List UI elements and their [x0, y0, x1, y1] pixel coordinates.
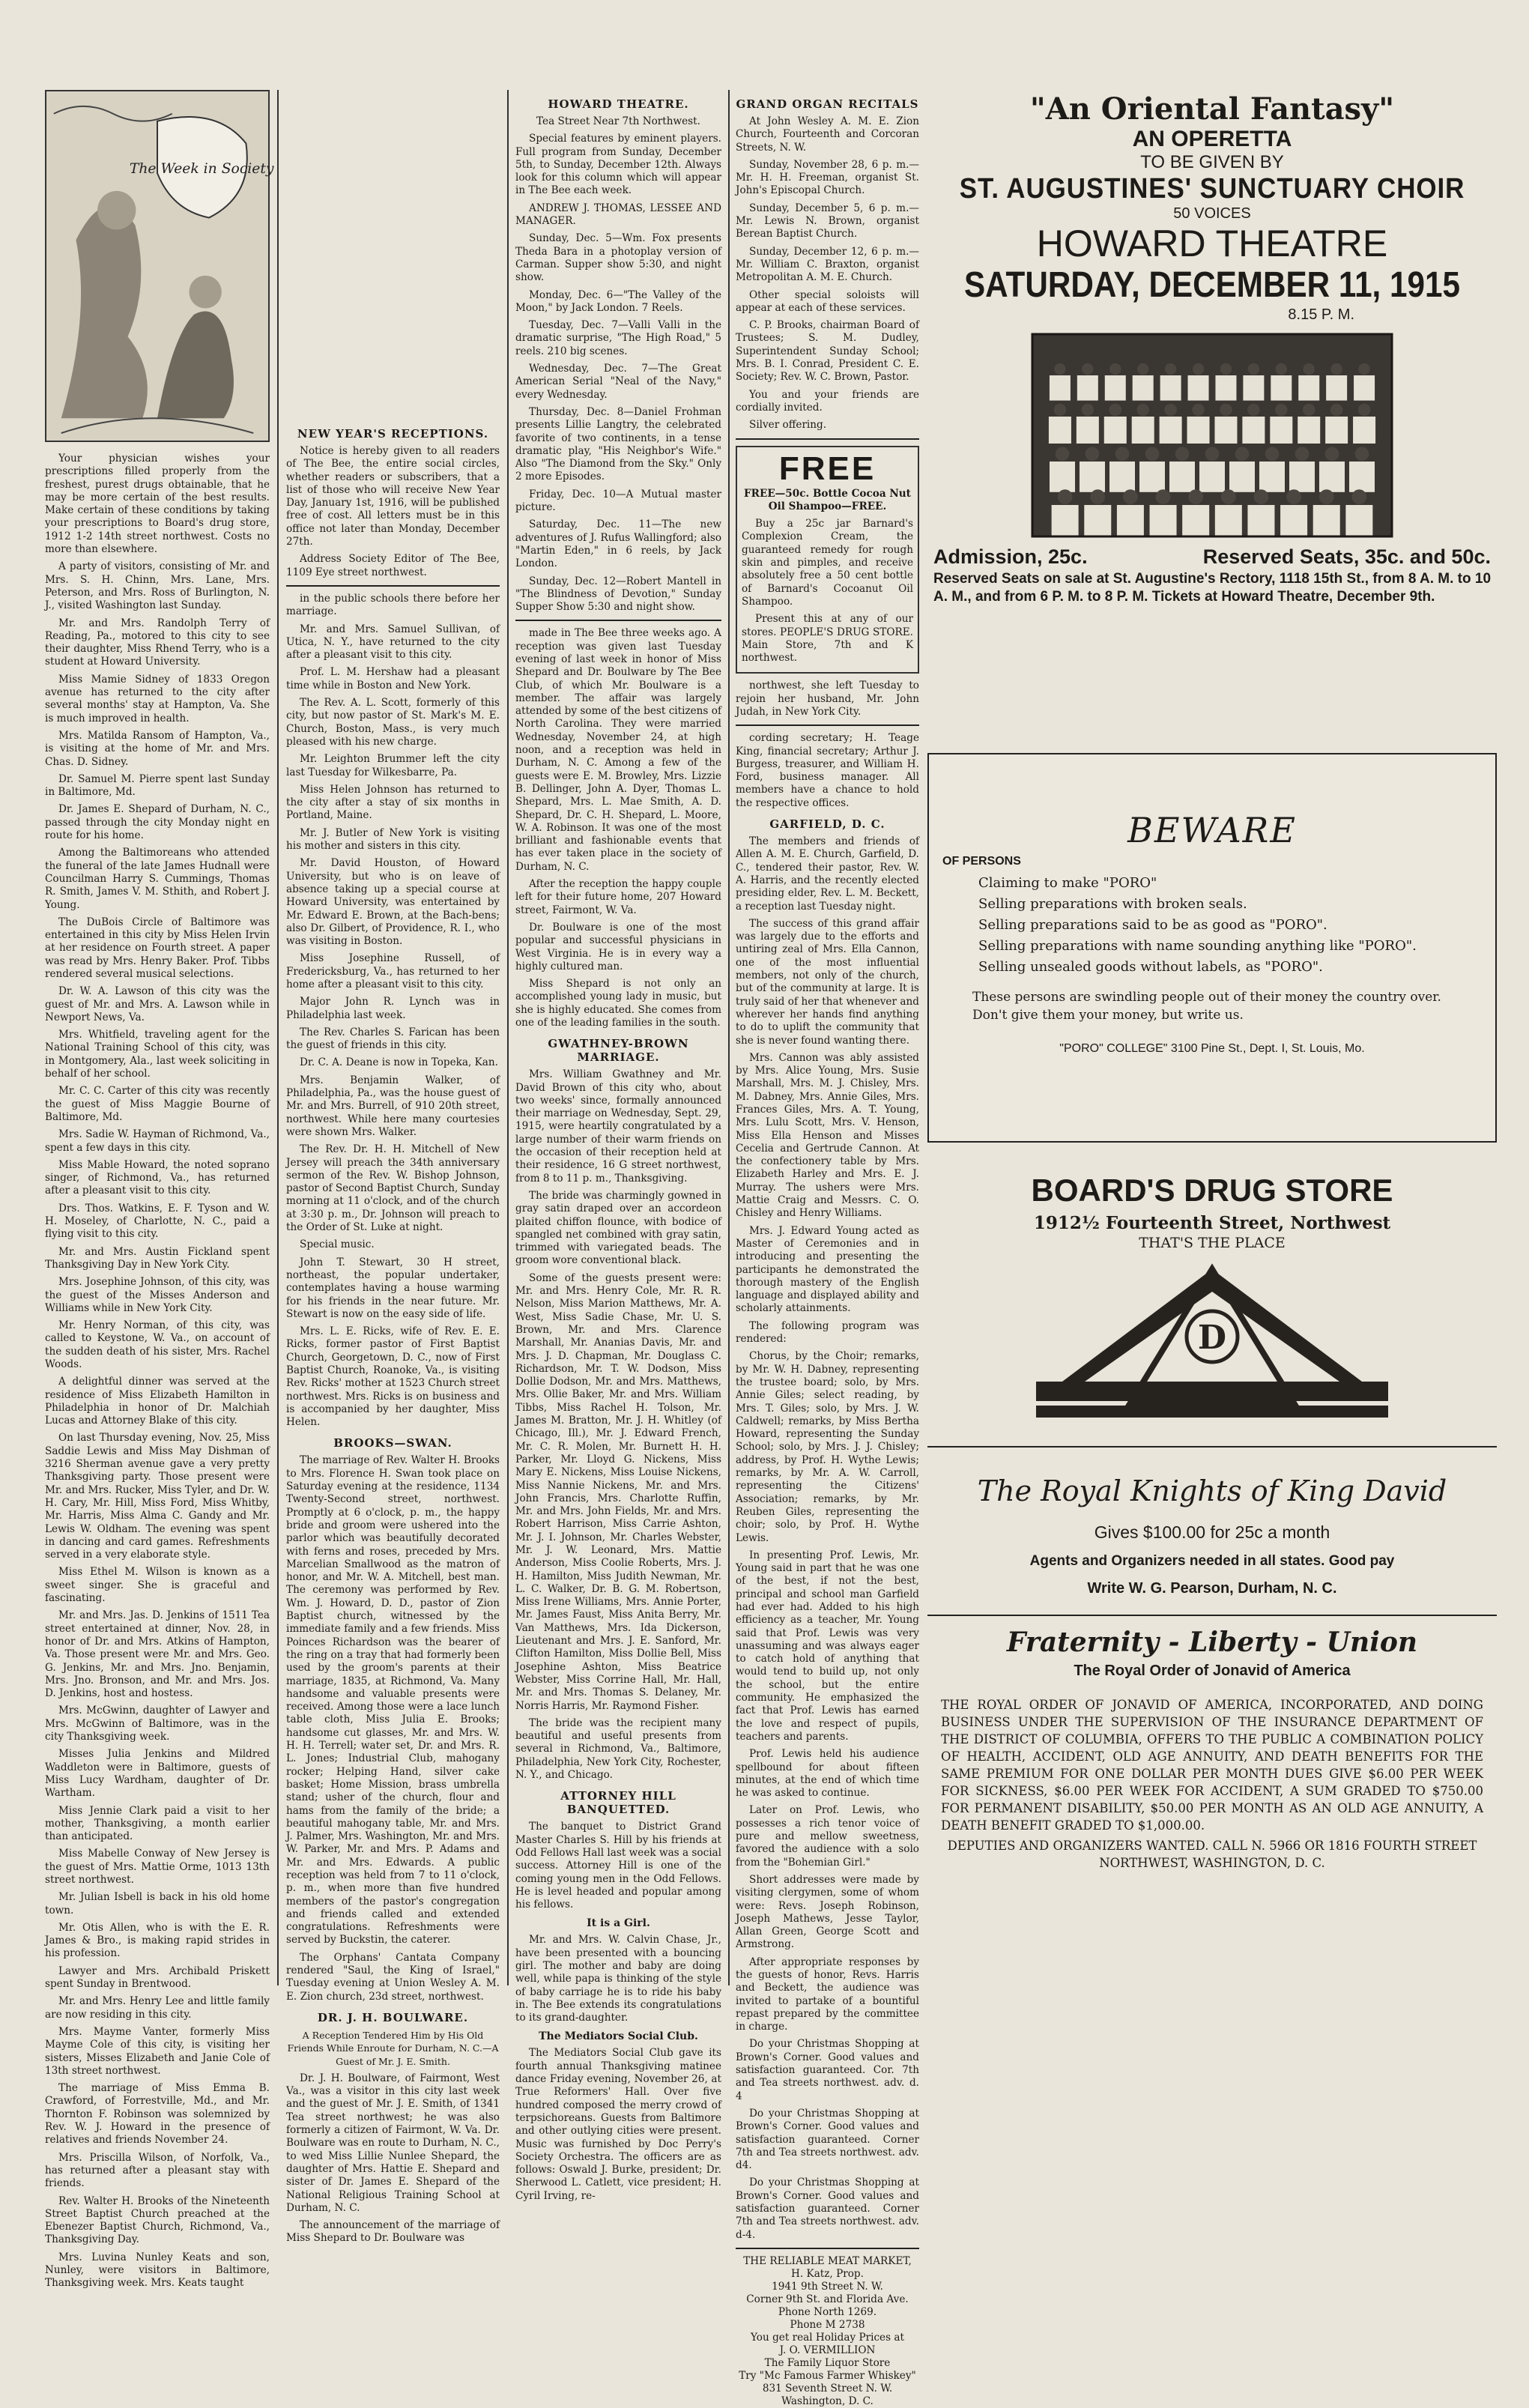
news-paragraph: Mrs. Cannon was ably assisted by Mrs. Alice Young, Mrs. Susie Marshall, Mrs. M. J. Chisley, Mrs. M. Dabney, Mrs. Annie Giles, Mrs. Frances Giles, Mrs. A. T. Young, Mrs. Lulu Scott, Mrs. V. Henson, Miss Ella Henson and Misses Cecelia and Gertrude Cannon. At the confectionery table by Mrs. Elizabeth Harley and Mrs. E. J. Murray. The ushers were Mrs. Mattie Craig and Messrs. C. O. Chisley and Henry Williams. — [736, 1051, 919, 1220]
news-paragraph: Major John R. Lynch was in Philadelphia last week. — [286, 996, 500, 1021]
choir-head — [1188, 489, 1203, 504]
choir-head — [1355, 447, 1369, 461]
news-paragraph: The Rev. Charles S. Farican has been the guest of friends in this city. — [286, 1026, 500, 1052]
news-paragraph: At John Wesley A. M. E. Zion Church, Fourteenth and Corcoran Streets, N. W. — [736, 115, 919, 154]
choir-head — [1220, 363, 1232, 375]
news-paragraph: Chorus, by the Choir; remarks, by Mr. W. H. Dabney, representing the trustee board; solo, by Mrs. Annie Giles; select reading, by Mrs. T. Giles; solo, by Mrs. J. W. Caldwell; remarks, by Miss Bertha Howard, representing the Sunday School; solo, by Mrs. J. J. Chisley; address, by Prof. H. Wythe Lewis; remarks, by Mr. A. W. Carroll, representing the Citizens' Association; remarks, by Mr. Reuben Giles, representing the choir; solo, by Prof. H. Wythe Lewis. — [736, 1350, 919, 1544]
news-paragraph: Dr. Boulware is one of the most popular and successful physicians in West Virginia. He is in every way a highly cultured man. — [515, 921, 721, 972]
news-paragraph: Mr. David Houston, of Howard University, but who is on leave of absence taking up a special course at Howard University, was entertained by Mr. Edward E. Brown, at the Bach-bens; also Dr. Gilbert, of Providence, R. I., who was visiting in Boston. — [286, 857, 500, 948]
drug-store-address: 1912½ Fourteenth Street, Northwest — [1033, 1213, 1391, 1233]
choir-head — [1286, 489, 1301, 504]
news-paragraph: Short addresses were made by visiting clergymen, some of whom were: Revs. Joseph Robinson, Joseph Mathews, Jesse Taylor, Allan Green, George Scott and Armstrong. — [736, 1873, 919, 1951]
choir-robe — [1050, 462, 1075, 492]
section-heading: GARFIELD, D. C. — [769, 817, 885, 832]
choir-robe — [1080, 462, 1105, 492]
news-paragraph: Mrs. Josephine Johnson, of this city, was the guest of the Misses Anderson and Williams while in New York City. — [45, 1276, 270, 1314]
news-paragraph: Rev. Walter H. Brooks of the Nineteenth Street Baptist Church preached at the Ebenezer Baptist Church, Richmond, Va., Thanksgiving Day. — [45, 2194, 270, 2246]
news-paragraph: Sunday, November 28, 6 p. m.—Mr. H. H. Freeman, organist St. John's Episcopal Church. — [736, 158, 919, 197]
choir-robe — [1084, 505, 1111, 537]
choir-head — [1330, 363, 1342, 375]
choir-robe — [1105, 375, 1126, 401]
week-in-society-illustration — [45, 90, 274, 442]
divider — [736, 438, 919, 440]
divider — [736, 724, 919, 726]
choir-robe — [1319, 462, 1345, 492]
choir-robe — [1169, 462, 1195, 492]
news-paragraph: You and your friends are cordially invited. — [736, 388, 919, 414]
choir-robe — [1182, 505, 1209, 537]
news-paragraph: Miss Josephine Russell, of Fredericksburg, Va., has returned to her home after a pleasant visit to this city. — [286, 952, 500, 990]
reserved-seat-price: Reserved Seats, 35c. and 50c. — [1202, 545, 1491, 568]
of-persons-label: OF PERSONS — [942, 855, 1021, 868]
choir-head — [1193, 363, 1204, 375]
news-paragraph: The members and friends of Allen A. M. E. Church, Garfield, D. C., tendered their pastor, Rev. W. A. Harris, and the recently elected presiding elder, Rev. L. M. Beckett, a reception last Tuesday night. — [736, 835, 919, 913]
choir-robe — [1077, 417, 1099, 444]
news-paragraph: A delightful dinner was served at the residence of Miss Elizabeth Hamilton in Philadelphia in honor of Dr. Malchiah Lucas and Attorney Blake of this city. — [45, 1376, 270, 1427]
divider — [515, 620, 721, 621]
venue-name: HOWARD THEATRE — [1036, 223, 1388, 264]
news-paragraph: Among the Baltimoreans who attended the funeral of the late James Hudnall were Councilman Harry S. Cummings, Thomas R. Smith, James V. M. Sthith, and Robert J. Young. — [45, 847, 270, 911]
choir-head — [1145, 447, 1160, 461]
section-heading: BROOKS—SWAN. — [333, 1436, 452, 1450]
meat-market-line: 831 Seventh Street N. W. — [762, 2382, 893, 2395]
choir-photo — [1032, 334, 1392, 536]
society-notes — [736, 680, 919, 719]
meat-market-line: THE RELIABLE MEAT MARKET, — [743, 2254, 912, 2267]
choir-head — [1082, 404, 1094, 417]
choir-robe — [1215, 505, 1242, 537]
theatre-program — [515, 133, 721, 614]
news-paragraph: Notice is hereby given to all readers of The Bee, the entire social circles, whether readers or subscribers, that a list of those who will receive New Year Day, January 1st, 1916, will be published free of cost. All letters must be in this office not later than Monday, December 27th. — [286, 445, 500, 548]
choir-head — [1351, 489, 1366, 504]
free-ad-text — [742, 518, 913, 665]
choir-robe — [1132, 417, 1154, 444]
choir-head — [1247, 404, 1260, 417]
news-paragraph: Special features by eminent players. Full program from Sunday, December 5th, to Sunday, December 12th. Always look for this column which will appear in The Bee each week. — [515, 133, 721, 197]
news-paragraph: Monday, Dec. 6—"The Valley of the Moon," by Jack London. 7 Reels. — [515, 288, 721, 314]
banquet-article — [515, 1821, 721, 1911]
choir-head — [1330, 404, 1343, 417]
column-rule — [507, 90, 509, 1985]
admission-price: Admission, 25c. — [933, 545, 1088, 568]
news-paragraph: The bride was the recipient many beautiful and useful presents from several in Richmond, Va., Baltimore, Philadelphia, New York City, Rochester, N. Y., and Chicago. — [515, 1716, 721, 1782]
news-paragraph: Miss Mable Howard, the noted soprano singer, of Richmond, Va., has returned after a pleasant visit to this city. — [45, 1158, 270, 1197]
news-paragraph: The Mediators Social Club gave its fourth annual Thanksgiving matinee dance Friday evening, November 26, at True Reformers' Hall. Over five hundred composed the merry crowd of terpsichoreans. Guests from Baltimore and other outlying cities were present. Music was furnished by Doc Perry's Society Orchestra. The officers are as follows: Oswald J. Burke, president; Dr. Sherwood L. Catlett, vice president; H. Cyril Irving, re- — [515, 2047, 721, 2202]
beware-title: BEWARE — [1127, 810, 1297, 850]
news-paragraph: Mr. and Mrs. W. Calvin Chase, Jr., have been presented with a bouncing girl. The mother and baby are doing well, while papa is thinking of the style of baby carriage he is to ride his baby in. The Bee extends its congratulations to its grand-daughter. — [515, 1934, 721, 2024]
choir-robe — [1215, 375, 1236, 401]
choir-robe — [1289, 462, 1315, 492]
fraternity-subtitle: The Royal Order of Jonavid of America — [1074, 1663, 1351, 1679]
choir-robe — [1052, 505, 1079, 537]
choir-head — [1058, 489, 1073, 504]
ad-paragraph: Buy a 25c jar Barnard's Complexion Cream, the guaranteed remedy for rough skin and pimples, and receive absolutely free a 50 cent bottle of Barnard's Cocoanut Oil Shampoo. — [742, 518, 913, 608]
article-subhead: A Reception Tendered Him by His Old Friends While Enroute for Durham, N. C.—A Guest of Mr. J. E. Smith. — [287, 2029, 499, 2067]
choir-head — [1054, 363, 1065, 375]
choir-robe — [1214, 417, 1237, 444]
knights-contact: Write W. G. Pearson, Durham, N. C. — [1087, 1580, 1337, 1597]
news-paragraph: Your physician wishes your prescriptions filled properly from the freshest, purest drugs obtainable, that he may be more certain of the best results. Make certain of these conditions by taking your prescriptions to Board's drug store, 1912 1-2 14th street northwest. Costs no more than elsewhere. — [45, 453, 270, 556]
drug-store-ad — [927, 1150, 1497, 1431]
meat-market-line: Phone M 2738 — [790, 2318, 865, 2331]
news-paragraph: The banquet to District Grand Master Charles S. Hill by his friends at Odd Fellows Hall last week was a social success. Attorney Hill is one of the coming young men in the Odd Fellows. He is level headed and popular among his fellows. — [515, 1821, 721, 1911]
choir-robe — [1188, 375, 1209, 401]
news-paragraph: Mrs. Matilda Ransom of Hampton, Va., is visiting at the home of Mr. and Mrs. Chas. D. Sidney. — [45, 729, 270, 768]
news-paragraph: Later on Prof. Lewis, who possesses a rich tenor voice of pure and mellow sweetness, favored the audience with a solo from the "Bohemian Girl." — [736, 1804, 919, 1869]
free-ad — [736, 446, 919, 674]
choir-head — [1358, 363, 1369, 375]
organ-column — [736, 90, 919, 2407]
section-heading: ATTORNEY HILL BANQUETTED. — [560, 1789, 676, 1817]
news-paragraph: Tuesday, Dec. 7—Valli Valli in the dramatic surprise, "The High Road," 5 reels. 210 big scenes. — [515, 319, 721, 357]
knights-ad — [927, 1446, 1497, 1607]
choir-robe — [1354, 375, 1375, 401]
beware-list — [942, 873, 1482, 978]
choir-head — [1136, 404, 1149, 417]
poro-college-address: "PORO" COLLEGE" 3100 Pine St., Dept. I, St. Louis, Mo. — [1059, 1042, 1365, 1055]
choir-head — [1109, 404, 1122, 417]
garfield-article — [736, 835, 919, 2242]
news-paragraph: Prof. Lewis held his audience spellbound for about fifteen minutes, at the end of which time he was asked to continue. — [736, 1748, 919, 1800]
society-notes — [45, 453, 270, 2290]
news-paragraph: Mr. Julian Isbell is back in his old home town. — [45, 1891, 270, 1917]
news-paragraph: Mrs. William Gwathney and Mr. David Brown of this city who, about two weeks' since, formally announced their marriage on Wednesday, Sept. 29, 1915, were heartily congratulated by a large number of their warm friends on the occasion of their reception held at their residence, 16 G street northwest, from 8 to 11 p. m., Thanksgiving. — [515, 1068, 721, 1185]
voices-count: 50 VOICES — [1173, 205, 1251, 222]
news-paragraph: Miss Jennie Clark paid a visit to her mother, Thanksgiving, a month earlier than anticipated. — [45, 1804, 270, 1843]
choir-robe — [1187, 417, 1210, 444]
news-paragraph: Mr. and Mrs. Jas. D. Jenkins of 1511 Tea street entertained at dinner, Nov. 28, in honor of Dr. and Mrs. Atkins of Hampton, Va. Those present were Mr. and Mrs. Geo. G. Jenkins, Mr. and Mrs. Jno. Benjamin, Mrs. Jno. Bronson, and Mr. and Mrs. Jos. D. Jenkins, host and hostess. — [45, 1609, 270, 1700]
club-article — [515, 2047, 721, 2203]
choir-robe — [1160, 375, 1181, 401]
news-paragraph: Dr. W. A. Lawson of this city was the guest of Mr. and Mrs. A. Lawson while in Newport News, Va. — [45, 985, 270, 1023]
news-paragraph: Mr. Henry Norman, of this city, was called to Keystone, W. Va., on account of the sudden death of his sister, Mrs. Rachel Woods. — [45, 1319, 270, 1370]
news-paragraph: Sunday, December 12, 6 p. m.—Mr. William C. Braxton, organist Metropolitan A. M. E. Church. — [736, 245, 919, 284]
newspaper-page — [45, 90, 1492, 2407]
choir-robe — [1353, 417, 1375, 444]
choir-head — [1164, 404, 1177, 417]
news-paragraph: in the public schools there before her marriage. — [286, 592, 500, 618]
news-paragraph: made in The Bee three weeks ago. A reception was given last Tuesday evening of last week in honor of Miss Shepard and Dr. Boulware by The Bee Club, of which Mr. Boulware is a member. The affair was largely attended by some of the best citizens of North Carolina. They were married Wednesday, November 24, at high noon, and a reception was held in Durham, N. C. Among a few of the guests were E. M. Browley, Mrs. Lizzie B. Dellinger, John A. Dyer, Thomas L. Shepard, Mrs. L. Mae Smith, A. D. Shepard, Dr. C. H. Shepard, L. Moore, W. A. Robinson. It was one of the most brilliant and fashionable events that has ever taken place in the society of Durham, N. C. — [515, 627, 721, 873]
society-notes — [515, 627, 721, 1029]
choir-head — [1235, 447, 1250, 461]
choir-robe — [1242, 417, 1265, 444]
news-paragraph: The DuBois Circle of Baltimore was entertained in this city by Miss Helen Irvin at her residence on Fourth street. A paper was read by Mrs. Henry Baker. Prof. Tibbs rendered several musical selections. — [45, 916, 270, 980]
news-paragraph: Dr. J. H. Boulware, of Fairmont, West Va., was a visitor in this city last week and the guest of Mr. J. E. Smith, of 1341 Tea street northwest; he was also formerly a citizen of Fairmont, W. Va. Dr. Boulware was en route to Durham, N. C., to wed Miss Lillie Nunlee Shepard, the daughter of Mrs. Hattie E. Shepard and sister of Dr. James E. Shepard of the National Religious Training School at Durham, N. C. — [286, 2072, 500, 2214]
beware-item: Selling preparations with name sounding anything like "PORO". — [978, 938, 1417, 954]
choir-head — [1109, 363, 1121, 375]
event-time: 8.15 P. M. — [1288, 306, 1354, 323]
news-paragraph: Mrs. Sadie W. Hayman of Richmond, Va., spent a few days in this city. — [45, 1128, 270, 1154]
section-heading: NEW YEAR'S RECEPTIONS. — [297, 427, 489, 441]
beware-ad — [927, 753, 1497, 1143]
knights-agents: Agents and Organizers needed in all states. Good pay — [1029, 1553, 1395, 1569]
news-paragraph: Dr. Samuel M. Pierre spent last Sunday in Baltimore, Md. — [45, 772, 270, 799]
news-paragraph: The Rev. A. L. Scott, formerly of this city, but now pastor of St. Mark's M. E. Church, Boston, Mass., is very much pleased with his new charge. — [286, 697, 500, 748]
news-paragraph: Saturday, Dec. 11—The new adventures of J. Rufus Wallingford; also "Martin Eden," in 6 reels, by Jack London. — [515, 518, 721, 570]
meat-market-line: 1941 9th Street N. W. — [772, 2280, 883, 2293]
free-title: FREE — [778, 450, 876, 487]
operetta-given-by: TO BE GIVEN BY — [1140, 152, 1284, 172]
news-paragraph: Mr. Otis Allen, who is with the E. R. James & Bro., is making rapid strides in his profession. — [45, 1921, 270, 1960]
choir-head — [1205, 447, 1220, 461]
choir-head — [1086, 447, 1100, 461]
event-date: SATURDAY, DECEMBER 11, 1915 — [963, 265, 1461, 305]
choir-head — [1220, 404, 1232, 417]
notice-text — [286, 445, 500, 579]
society-column — [45, 90, 274, 2290]
news-paragraph: Mrs. Whitfield, traveling agent for the National Training School of this city, was in Montgomery, Ala., last week soliciting in behalf of her school. — [45, 1029, 270, 1080]
news-paragraph: Do your Christmas Shopping at Brown's Corner. Good values and satisfaction guaranteed. Corner 7th and Tea streets northwest. adv. d-4. — [736, 2176, 919, 2241]
news-paragraph: After the reception the happy couple left for their future home, 207 Howard street, Fairmont, W. Va. — [515, 878, 721, 916]
beware-item: Selling preparations said to be as good as "PORO". — [978, 917, 1327, 933]
meat-market-line: J. O. VERMILLION — [779, 2344, 876, 2356]
fraternity-body: THE ROYAL ORDER OF JONAVID OF AMERICA, INCORPORATED, AND DOING BUSINESS UNDER THE SUPERVISION OF THE INSURANCE DEPARTMENT OF THE DISTRICT OF COLUMBIA, OFFERS TO THE PUBLIC A COMBINATION POLICY OF HEALTH, ACCIDENT, OLD AGE ANNUITY, AND DEATH BENEFITS FOR THE SAME PREMIUM FOR ONE DOLLAR PER MONTH DUES GIVE $6.00 PER WEEK FOR SICKNESS, $6.00 PER WEEK FOR ACCIDENT, A SUM GRADED TO $750.00 FOR PERMANENT DISABILITY, $50.00 PER MONTH AS AN OLD AGE ANNUITY, A DEATH BENEFIT GRADED TO $1,000.00. — [941, 1698, 1483, 1833]
section-heading: The Mediators Social Club. — [539, 2030, 698, 2043]
news-paragraph: Wednesday, Dec. 7—The Great American Serial "Neal of the Navy," every Wednesday. — [515, 363, 721, 401]
choir-head — [1254, 489, 1269, 504]
news-paragraph: A party of visitors, consisting of Mr. and Mrs. S. H. Chinn, Mrs. Lane, Mrs. Peterson, and Mrs. Ross of Burlington, N. J., visited Washington last Sunday. — [45, 560, 270, 612]
choir-head — [1054, 404, 1067, 417]
news-paragraph: On last Thursday evening, Nov. 25, Miss Saddie Lewis and Miss May Dishman of 3216 Sherman avenue gave a very pretty Thanksgiving party. Those present were Mr. and Mrs. Rucker, Miss Tyler, and Dr. W. H. Cary, Mr. Hill, Miss Ford, Miss Whitby, Mr. Harris, Miss Alma C. Gandy and Mr. Lewis W. Oldham. The evening was spent in dancing and card games. Refreshments served in a very elaborate style. — [45, 1432, 270, 1561]
choir-robe — [1259, 462, 1285, 492]
news-paragraph: John T. Stewart, 30 H street, northeast, the popular undertaker, contemplates having a house warming for his friends in the near future. Mr. Stewart is now on the easy side of life. — [286, 1256, 500, 1320]
news-paragraph: Miss Mabelle Conway of New Jersey is the guest of Mrs. Mattie Orme, 1013 13th street northwest. — [45, 1848, 270, 1886]
free-subtitle: FREE—50c. Bottle Cocoa Nut Oil Shampoo—FREE. — [744, 487, 911, 512]
fraternity-title: Fraternity - Liberty - Union — [1006, 1627, 1418, 1658]
section-heading: GWATHNEY-BROWN MARRIAGE. — [548, 1037, 689, 1065]
organ-recitals — [736, 115, 919, 432]
meat-market-line: You get real Holiday Prices at — [751, 2331, 904, 2344]
choir-robe — [1117, 505, 1144, 537]
choir-robe — [1133, 375, 1154, 401]
drug-store-title: BOARD'S DRUG STORE — [1031, 1173, 1393, 1208]
news-paragraph: Sunday, Dec. 12—Robert Mantell in "The Blindness of Devotion," Sunday Supper Show 5:30 and night show. — [515, 575, 721, 614]
news-paragraph: Mrs. J. Edward Young acted as Master of Ceremonies and in introducing and presenting the participants he demonstrated the thorough mastery of the English language and displayed ability and scholarly attainments. — [736, 1224, 919, 1315]
receptions-column — [286, 420, 500, 2315]
fraternity-ad — [927, 1615, 1497, 1974]
news-paragraph: Dr. C. A. Deane is now in Topeka, Kan. — [300, 1056, 498, 1069]
meat-market-line: The Family Liquor Store — [764, 2356, 891, 2369]
news-paragraph: Mr. and Mrs. Henry Lee and little family are now residing in this city. — [45, 1995, 270, 2021]
news-paragraph: The announcement of the marriage of Miss Shepard to Dr. Boulware was — [286, 2219, 500, 2245]
choir-robe — [1229, 462, 1255, 492]
news-paragraph: Mrs. Luvina Nunley Keats and son, Nunley, were visitors in Baltimore, Thanksgiving week. Mrs. Keats taught — [45, 2251, 270, 2290]
news-paragraph: The marriage of Rev. Walter H. Brooks to Mrs. Florence H. Swan took place on Saturday evening at the residence, 1134 Twenty-Second street, northwest. Promptly at 6 o'clock, p. m., the happy bride and groom were ushered into the parlor which was beautifully decorated with ferns and roses, preceded by Mrs. Marcelian Smallwood as the matron of honor, and Mr. W. A. Mitchell, best man. The ceremony was performed by Rev. Wm. J. Howard, D. D., pastor of Zion Baptist church, witnessed by the immediate family and a few friends. Miss Poinces Richardson was the bearer of the ring on a tray that had formerly been used by the groom's parents at their marriage, 1835, at Richmond, Va. Many handsome and valuable presents were received. Among those were a lace lunch table cloth, Miss Julia E. Brooks; handsome cut glasses, Mr. and Mrs. W. H. H. Terrell; water set, Dr. and Mrs. R. L. Jones; Industrial Club, mahogany rocker; Helping Hand, silver cake basket; Home Mission, brass umbrella stand; usher of the church, flour and hams from the family of the bride; a beautiful mahogany table, Mr. and Mrs. J. Palmer, Mrs. Washington, Mr. and Mrs. W. Parker, Mr. and Mrs. P. Adams and Mr. and Mrs. Edwards. A public reception was held from 7 to 11 o'clock, p. m., when more than five hundred members of the pastor's congregation and friends called and extended congratulations. Refreshments were served by Buckstin, the caterer. — [286, 1454, 500, 1946]
news-paragraph: Friday, Dec. 10—A Mutual master picture. — [515, 488, 721, 514]
ad-paragraph: Present this at any of our stores. PEOPLE'S DRUG STORE. Main Store, 7th and K northwest. — [742, 613, 913, 665]
emblem-letter-d: D — [1197, 1319, 1227, 1357]
news-paragraph: After appropriate responses by the guests of honor, Revs. Harris and Beckett, the audience was invited to partake of a bountiful repast prepared by the committee in charge. — [736, 1955, 919, 2033]
news-paragraph: Misses Julia Jenkins and Mildred Waddleton were in Baltimore, guests of Miss Lucy Wardham, daughter of Dr. Wartham. — [45, 1748, 270, 1800]
choir-head — [1276, 363, 1287, 375]
news-paragraph: Mr. J. Butler of New York is visiting his mother and sisters in this city. — [286, 826, 500, 853]
meat-market-line: H. Katz, Prop. — [791, 2267, 864, 2280]
section-subhead: Tea Street Near 7th Northwest. — [536, 115, 700, 127]
choir-robe — [1313, 505, 1340, 537]
news-paragraph: Address Society Editor of The Bee, 1109 Eye street northwest. — [286, 553, 500, 578]
news-paragraph: In presenting Prof. Lewis, Mr. Young said in part that he was one of the best, if not the best, principal and school man Garfield had ever had. Added to his high efficiency as a teacher, Mr. Young said that Prof. Lewis was very unassuming and was always eager to catch hold of anything that would tend to build up, not only the school, but the entire community. He emphasized the fact that Prof. Lewis has earned the love and respect of pupils, teachers and parents. — [736, 1549, 919, 1743]
wedding-article — [286, 1454, 500, 2003]
choir-head — [1192, 404, 1205, 417]
column-rule — [277, 90, 279, 1985]
choir-robe — [1077, 375, 1098, 401]
choir-robe — [1139, 462, 1165, 492]
operetta-title: "An Oriental Fantasy" — [1029, 91, 1395, 127]
choir-head — [1137, 363, 1148, 375]
choir-name: ST. AUGUSTINES' SUNCTUARY CHOIR — [959, 173, 1465, 205]
choir-robe — [1160, 417, 1182, 444]
news-paragraph: Miss Mamie Sidney of 1833 Oregon avenue has returned to the city after several months' stay at Hampton, Va. She is much improved in health. — [45, 673, 270, 724]
news-paragraph: Thursday, Dec. 8—Daniel Frohman presents Lillie Langtry, the celebrated favorite of two continents, in a tense dramatic play, "His Neighbor's Wife." Also "The Diamond from the Sky." Only 2 more Episodes. — [515, 405, 721, 483]
meat-market-line: Try "Mc Famous Farmer Whiskey" — [739, 2369, 916, 2382]
news-paragraph: Mrs. Priscilla Wilson, of Norfolk, Va., has returned after a pleasant stay with friends. — [45, 2151, 270, 2190]
news-paragraph: Prof. L. M. Hershaw had a pleasant time while in Boston and New York. — [286, 666, 500, 692]
news-paragraph: Dr. James E. Shepard of Durham, N. C., passed through the city Monday night en route for his home. — [45, 803, 270, 842]
drug-store-tagline: THAT'S THE PLACE — [1139, 1235, 1286, 1251]
choir-robe — [1109, 462, 1135, 492]
theatre-column — [515, 90, 721, 2202]
section-heading: GRAND ORGAN RECITALS — [736, 97, 919, 111]
news-paragraph: Mr. C. C. Carter of this city was recently the guest of Miss Maggie Bourne of Baltimore, Md. — [45, 1085, 270, 1123]
news-paragraph: Other special soloists will appear at each of these services. — [736, 288, 919, 314]
meat-market-line: Corner 9th St. and Florida Ave. — [746, 2293, 909, 2305]
divider — [286, 585, 500, 587]
news-paragraph: Mrs. L. E. Ricks, wife of Rev. E. E. Ricks, former pastor of First Baptist Church, Georgetown, D. C., now of First Baptist Church, Roanoke, Va., is visiting Rev. Ricks' mother at 1523 Church street northwest. Mrs. Ricks is on business and is accompanied by her daughter, Miss Helen. — [286, 1325, 500, 1429]
choir-head — [1056, 447, 1070, 461]
news-paragraph: Sunday, Dec. 5—Wm. Fox presents Theda Bara in a photoplay version of Carman. Supper show 5:30, and night show. — [515, 232, 721, 284]
news-paragraph: northwest, she left Tuesday to rejoin her husband, Mr. John Judah, in New York City. — [736, 680, 919, 718]
news-paragraph: Mrs. McGwinn, daughter of Lawyer and Mrs. McGwinn of Baltimore, was in the city Thanksgiving week. — [45, 1704, 270, 1743]
news-paragraph: cording secretary; H. Teage King, financial secretary; Arthur J. Burgess, treasurer, and William H. Ford, business manager. All members have a chance to hold the respective offices. — [736, 732, 919, 809]
choir-head — [1115, 447, 1130, 461]
choir-robe — [1298, 417, 1320, 444]
news-paragraph: Miss Ethel M. Wilson is known as a sweet singer. She is graceful and fascinating. — [45, 1566, 270, 1605]
news-paragraph: The success of this grand affair was largely due to the efforts and untiring zeal of Mrs. Ella Cannon, one of the most influential members, not only of the church, but of the community at large. It is truly said of her that whenever and wherever her hands find anything to do to uplift the community that she is never found wanting there. — [736, 917, 919, 1047]
choir-head — [1275, 404, 1288, 417]
news-paragraph: Do your Christmas Shopping at Brown's Corner. Good values and satisfaction guaranteed. Corner 7th and Tea streets northwest. adv. d4. — [736, 2107, 919, 2172]
column-rule — [728, 90, 730, 1985]
choir-robe — [1150, 505, 1177, 537]
news-paragraph: Some of the guests present were: Mr. and Mrs. Henry Cole, Mr. R. R. Nelson, Miss Marion Matthews, Mr. A. West, Miss Sadie Chase, Mr. U. S. Brown, Mr. and Mrs. Clarence Marshall, Mr. Ananias Davis, Mr. and Mrs. J. D. Chapman, Mr. Douglass C. Richardson, Mr. T. W. Dodson, Miss Dollie Dodson, Mr. and Mrs. Matthews, Mrs. Ollie Baker, Mr. and Mrs. William Tibbs, Miss Rachel H. Tolson, Mr. James M. Bratton, Mr. J. H. Whitley (of Chicago, Ill.), Mr. J. Edward French, Mr. C. R. Molen, Mr. Burnett H. H. Parker, Mr. Lloyd G. Nickens, Miss Mary E. Nickens, Miss Louise Nickens, Miss Nannie Nickens, Mr. and Mrs. John Francis, Mrs. Charlotte Ruffin, Mr. and Mrs. John Fields, Mr. and Mrs. Robert Harrison, Miss Carrie Ashton, Mr. J. I. Johnson, Mr. Charles Webster, Mr. J. W. Leonard, Mrs. Mattie Anderson, Miss Coolie Roberts, Mrs. J. H. Hamilton, Miss Judith Newman, Mr. L. C. Walker, Dr. B. G. M. Robertson, Miss Irene Williams, Mrs. Annie Porter, Mr. James Faust, Miss Anita Berry, Mr. Van Matthews, Mrs. Ida Dickerson, Lieutenant and Mrs. J. E. Sanford, Mr. Clifton Hamilton, Miss Dollie Bell, Miss Josephine Ashton, Miss Beatrice Webster, Miss Corrine Hall, Mr. Hall, Mr. and Mrs. Thomas S. Delaney, Mr. Norris Harris, Mr. Raymond Fisher. — [515, 1271, 721, 1712]
marriage-article — [515, 1068, 721, 1782]
masonic-emblem — [1032, 1262, 1392, 1434]
news-paragraph: Mr. and Mrs. Samuel Sullivan, of Utica, N. Y., have returned to the city after a pleasant visit to this city. — [286, 623, 500, 662]
meat-market-line: Washington, D. C. — [781, 2395, 874, 2407]
choir-robe — [1325, 417, 1348, 444]
news-paragraph: The bride was charmingly gowned in gray satin draped over an accordeon plaited chiffon flounce, with bodice of spangled net combined with gray satin, trimmed with variegated beads. The groom wore conventional black. — [515, 1189, 721, 1267]
news-paragraph: Special music. — [300, 1238, 375, 1251]
knights-title: The Royal Knights of King David — [977, 1474, 1447, 1507]
choir-head — [1319, 489, 1334, 504]
choir-head — [1325, 447, 1339, 461]
operetta-subtitle: AN OPERETTA — [1132, 127, 1292, 151]
choir-head — [1221, 489, 1236, 504]
choir-head — [1303, 404, 1315, 417]
choir-head — [1123, 489, 1138, 504]
choir-head — [1175, 447, 1190, 461]
choir-robe — [1270, 417, 1292, 444]
choir-head — [1265, 447, 1280, 461]
section-heading: DR. J. H. BOULWARE. — [317, 2010, 469, 2024]
operetta-ad — [927, 87, 1497, 746]
news-paragraph: Miss Helen Johnson has returned to the city after a stay of six months in Portland, Maine. — [286, 783, 500, 822]
news-paragraph: Sunday, December 5, 6 p. m.—Mr. Lewis N. Brown, organist Berean Baptist Church. — [736, 202, 919, 241]
news-paragraph: Drs. Thos. Watkins, E. F. Tyson and W. H. Moseley, of Charlotte, N. C., paid a flying visit to this city. — [45, 1202, 270, 1241]
news-paragraph: Lawyer and Mrs. Archibald Priskett spent Sunday in Brentwood. — [45, 1964, 270, 1991]
club-continued — [736, 732, 919, 810]
news-paragraph: The Orphans' Cantata Company rendered "Saul, the King of Israel," Tuesday evening at Union Wesley A. M. E. Zion church, 23d street, northwest. — [286, 1951, 500, 2003]
choir-head — [1304, 363, 1315, 375]
choir-head — [1248, 363, 1259, 375]
fraternity-footer: DEPUTIES AND ORGANIZERS WANTED. CALL N. 5966 OR 1816 FOURTH STREET NORTHWEST, WASHINGTON, D. C. — [947, 1839, 1477, 1870]
meat-market-line: Phone North 1269. — [778, 2305, 877, 2318]
ticket-info: Reserved Seats on sale at St. Augustine's Rectory, 1118 15th St., from 8 A. M. to 10 A. M., and from 6 P. M. to 8 P. M. Tickets at Howard Theatre, December 9th. — [933, 571, 1492, 605]
choir-robe — [1280, 505, 1307, 537]
illustration-caption: The Week in Society — [129, 161, 274, 178]
news-paragraph: The marriage of Miss Emma B. Crawford, of Forrestville, Md., and Mr. Thornton F. Robinson was solemnized by Rev. W. J. Howard in the presence of relatives and friends November 24. — [45, 2082, 270, 2147]
choir-robe — [1271, 375, 1292, 401]
beware-item: Selling unsealed goods without labels, as "PORO". — [978, 959, 1323, 975]
choir-head — [1358, 404, 1371, 417]
choir-head — [1156, 489, 1171, 504]
choir-robe — [1050, 375, 1071, 401]
section-heading: HOWARD THEATRE. — [548, 97, 689, 111]
boulware-article — [286, 2072, 500, 2245]
news-paragraph: Mr. and Mrs. Austin Fickland spent Thanksgiving Day in New York City. — [45, 1245, 270, 1271]
knights-offer: Gives $100.00 for 25c a month — [1094, 1522, 1330, 1542]
choir-robe — [1298, 375, 1319, 401]
news-paragraph: Mr. Leighton Brummer left the city last Tuesday for Wilkesbarre, Pa. — [286, 753, 500, 778]
news-paragraph: The following program was rendered: — [736, 1319, 919, 1346]
news-paragraph: ANDREW J. THOMAS, LESSEE AND MANAGER. — [515, 202, 721, 228]
society-notes — [286, 593, 500, 1430]
choir-robe — [1349, 462, 1375, 492]
news-paragraph: Do your Christmas Shopping at Brown's Corner. Good values and satisfaction guaranteed. Cor. 7th and Tea streets northwest. adv. d. 4 — [736, 2038, 919, 2102]
news-paragraph: The Rev. Dr. H. H. Mitchell of New Jersey will preach the 34th anniversary sermon of the Rev. W. Bishop Johnson, pastor of Second Baptist Church, Sunday morning at 11 o'clock, and of the church at 3:30 p. m., Dr. Johnson will preach to the Order of St. Luke at night. — [286, 1143, 500, 1234]
choir-robe — [1247, 505, 1274, 537]
news-paragraph: Silver offering. — [749, 419, 827, 432]
choir-head — [1295, 447, 1310, 461]
meat-market-ad — [736, 2255, 919, 2408]
choir-robe — [1345, 505, 1372, 537]
choir-head — [1082, 363, 1093, 375]
news-paragraph: C. P. Brooks, chairman Board of Trustees; S. M. Dudley, Superintendent Sunday School; Mrs. B. I. Conrad, President C. E. Society; Rev. W. C. Brown, Pastor. — [736, 319, 919, 384]
news-paragraph: Mrs. Benjamin Walker, of Philadelphia, Pa., was the house guest of Mr. and Mrs. Burrell, of 910 20th street, northwest. While here many courtesies were shown Mrs. Walker. — [286, 1074, 500, 1138]
divider — [736, 2248, 919, 2249]
birth-notice — [515, 1934, 721, 2024]
choir-robe — [1049, 417, 1071, 444]
beware-warning: These persons are swindling people out of their money the country over. Don't give them your money, but write us. — [972, 990, 1441, 1023]
news-paragraph: Mr. and Mrs. Randolph Terry of Reading, Pa., motored to this city to see their daughter, Miss Rhend Terry, who is a student at Howard University. — [45, 617, 270, 668]
choir-robe — [1326, 375, 1347, 401]
news-paragraph: Miss Shepard is not only an accomplished young lady in music, but she is highly educated. She comes from one of the leading families in the south. — [515, 978, 721, 1029]
section-heading: It is a Girl. — [587, 1917, 650, 1930]
news-paragraph: Mrs. Mayme Vanter, formerly Miss Mayme Cole of this city, is visiting her sisters, Misses Elizabeth and Janie Cole of 13th street northwest. — [45, 2025, 270, 2077]
beware-item: Selling preparations with broken seals. — [978, 896, 1247, 912]
choir-head — [1165, 363, 1176, 375]
choir-robe — [1104, 417, 1127, 444]
choir-robe — [1243, 375, 1264, 401]
choir-head — [1090, 489, 1105, 504]
beware-item: Claiming to make "PORO" — [978, 875, 1157, 891]
choir-robe — [1199, 462, 1225, 492]
